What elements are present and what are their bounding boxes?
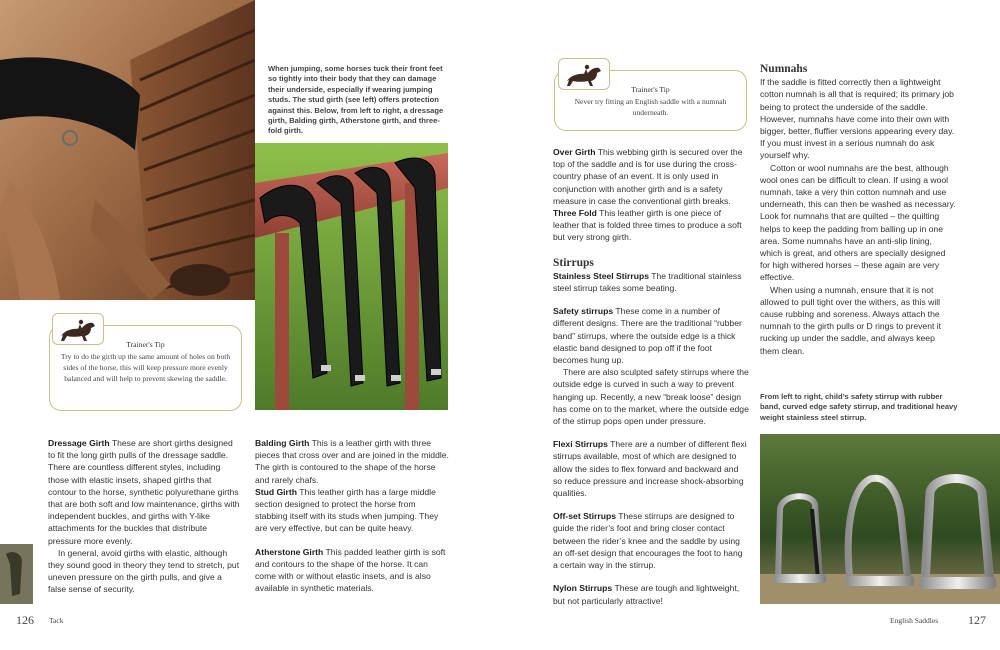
edge-thumbnail	[0, 544, 33, 604]
three-fold-text: This leather girth is one piece of leather that is folded three times to produce a soft but very strong girth.	[553, 208, 742, 243]
numnahs-heading: Numnahs	[760, 63, 808, 75]
right-trainers-tip-title: Trainer's Tip	[631, 85, 670, 94]
girths-photo-caption: When jumping, some horses tuck their front feet so tightly into their body that they can damage their underside, especially if wearing jumping studs. The stud girth (see left) offers protection against this. Below, from left to right, a dressage girth, Balding girth, Atherstone girth, and three-fold girth.	[268, 64, 444, 136]
nylon-stirrups-term: Nylon Stirrups	[553, 583, 613, 594]
over-girth-term: Over Girth	[553, 147, 596, 157]
right-trainers-tip-text: Never try fitting an English saddle with a numnah underneath.	[574, 97, 727, 117]
atherstone-girth-term: Atherstone Girth	[255, 546, 324, 557]
stirrups-photo	[760, 434, 1000, 604]
offset-stirrups-term: Off-set Stirrups	[553, 511, 617, 522]
atherstone-girth-text: This padded leather girth is soft and contours to the shape of the horse. It can come with or without elastic insets, and is also available in synthetic materials.	[255, 546, 446, 594]
numnahs-paragraph-3: When using a numnah, ensure that it is not allowed to pull tight over the withers, as this will cause rubbing and soreness. Always attach the numnah to the girth pulls or D rings to prevent it rucking up under the saddle, and always keep them clean.	[760, 284, 942, 356]
dressage-girth-term: Dressage Girth	[48, 438, 110, 448]
offset-stirrups-text: These stirrups are designed to guide the rider’s foot and bring closer contact between the rider’s knee and the saddle by using an off-set design that encourages the foot to hang a certain way in the stirrup.	[553, 511, 743, 571]
stud-girth-photo	[0, 0, 255, 300]
right-running-head: English Saddles	[890, 616, 939, 625]
dressage-girth-text: These are short girths designed to fit the long girth pulls of the dressage saddle. There are countless different styles, including those with elastic insets, shaped girths that contour to the horse, synthetic polyurethane girths that are both soft and low maintenance, girths with independent buckles, and girths with Y-like attachments for the buckles that distribute pressure more evenly.	[48, 438, 240, 546]
right-column-2	[760, 63, 956, 357]
horse-rider-logo-icon	[52, 313, 104, 345]
stainless-stirrups-text: The traditional stainless steel stirrup takes some beating.	[553, 270, 742, 294]
left-column-2	[255, 437, 450, 594]
stirrups-heading: Stirrups	[553, 256, 594, 269]
stirrup-photo-caption: From left to right, child’s safety stirrup with rubber band, curved edge safety stirrup, and traditional heavy weight stainless steel stirrup.	[760, 392, 958, 422]
right-horse-rider-logo-icon	[558, 58, 610, 90]
sculpted-stirrups-text: There are also sculpted safety stirrups where the outside edge is curved in such a way to prevent hanging up. Recently, a new “break loose” design has come on to the market, where the outside edge of the stirrup pops open under pressure.	[553, 367, 749, 427]
stainless-stirrups-term: Stainless Steel Stirrups	[553, 270, 649, 281]
trainers-tip-title: Trainer's Tip	[126, 340, 165, 349]
trainers-tip-text: Try to do the girth up the same amount of holes on both sides of the horse, this will keep pressure more evenly balanced and will help to prevent skewing the saddle.	[60, 352, 231, 383]
numnahs-paragraph-1: If the saddle is fitted correctly then a lightweight cotton numnah is all that is required; its primary job being to protect the underside of the saddle. However, numnahs have come into their own with bigger, better, fluffier versions appearing every day. If you must invest in a serious numnah do ask yourself why.	[760, 77, 955, 161]
flexi-stirrups-term: Flexi Stirrups	[553, 439, 608, 450]
right-column-1	[553, 146, 749, 607]
safety-stirrups-text: These come in a number of different designs. There are the traditional “rubber band” stirrups, where the outside edge is a thick elastic band designed to pop off if the foot becomes hung up.	[553, 306, 742, 366]
safety-stirrups-term: Safety stirrups	[553, 306, 614, 317]
balding-girth-term: Balding Girth	[255, 438, 310, 448]
left-running-head: Tack	[49, 616, 64, 625]
over-girth-text: This webbing girth is secured over the top of the saddle and is for use during the cross-country phase of an event. It is only used in conjunction with another girth and is a safety measure in case the conventional girth breaks.	[553, 147, 743, 206]
left-page-number: 126	[16, 613, 34, 627]
balding-girth-text: This is a leather girth with three pieces that cross over and are joined in the middle. The girth is contoured to the shape of the horse and rarely chafs.	[255, 438, 449, 485]
stud-girth-term: Stud Girth	[255, 486, 298, 497]
girths-on-fence-photo	[255, 143, 448, 410]
stud-girth-text: This leather girth has a large middle section designed to protect the horse from stabbing itself with its studs when jumping. They are very effective, but can be quite heavy.	[255, 486, 439, 534]
flexi-stirrups-text: There are a number of different flexi stirrups available, most of which are designed to allow the sides to flex forward and backward and so reduce pressure and increase shock-absorbing qualities.	[553, 439, 747, 499]
numnahs-paragraph-2: Cotton or wool numnahs are the best, although wool ones can be difficult to clean. If using a wool numnah, take a very thin cotton numnah and use underneath, this can then be washed as necessary. Look for numnahs that are quilted – the quilting helps to keep the padding from balling up in one area. Some numnahs have an anti-slip lining, which is great, and others are specially designed for high withered horses – these again are very effective.	[760, 162, 956, 283]
three-fold-term: Three Fold	[553, 208, 597, 219]
right-page-number: 127	[968, 613, 986, 627]
nylon-stirrups-text: These are tough and lightweight, but not particularly attractive!	[553, 583, 740, 606]
elastic-girth-text: In general, avoid girths with elastic, although they sound good in theory they tend to stretch, put uneven pressure on the girth pulls, and give a false sense of security.	[48, 547, 240, 595]
left-column-1	[48, 437, 242, 596]
